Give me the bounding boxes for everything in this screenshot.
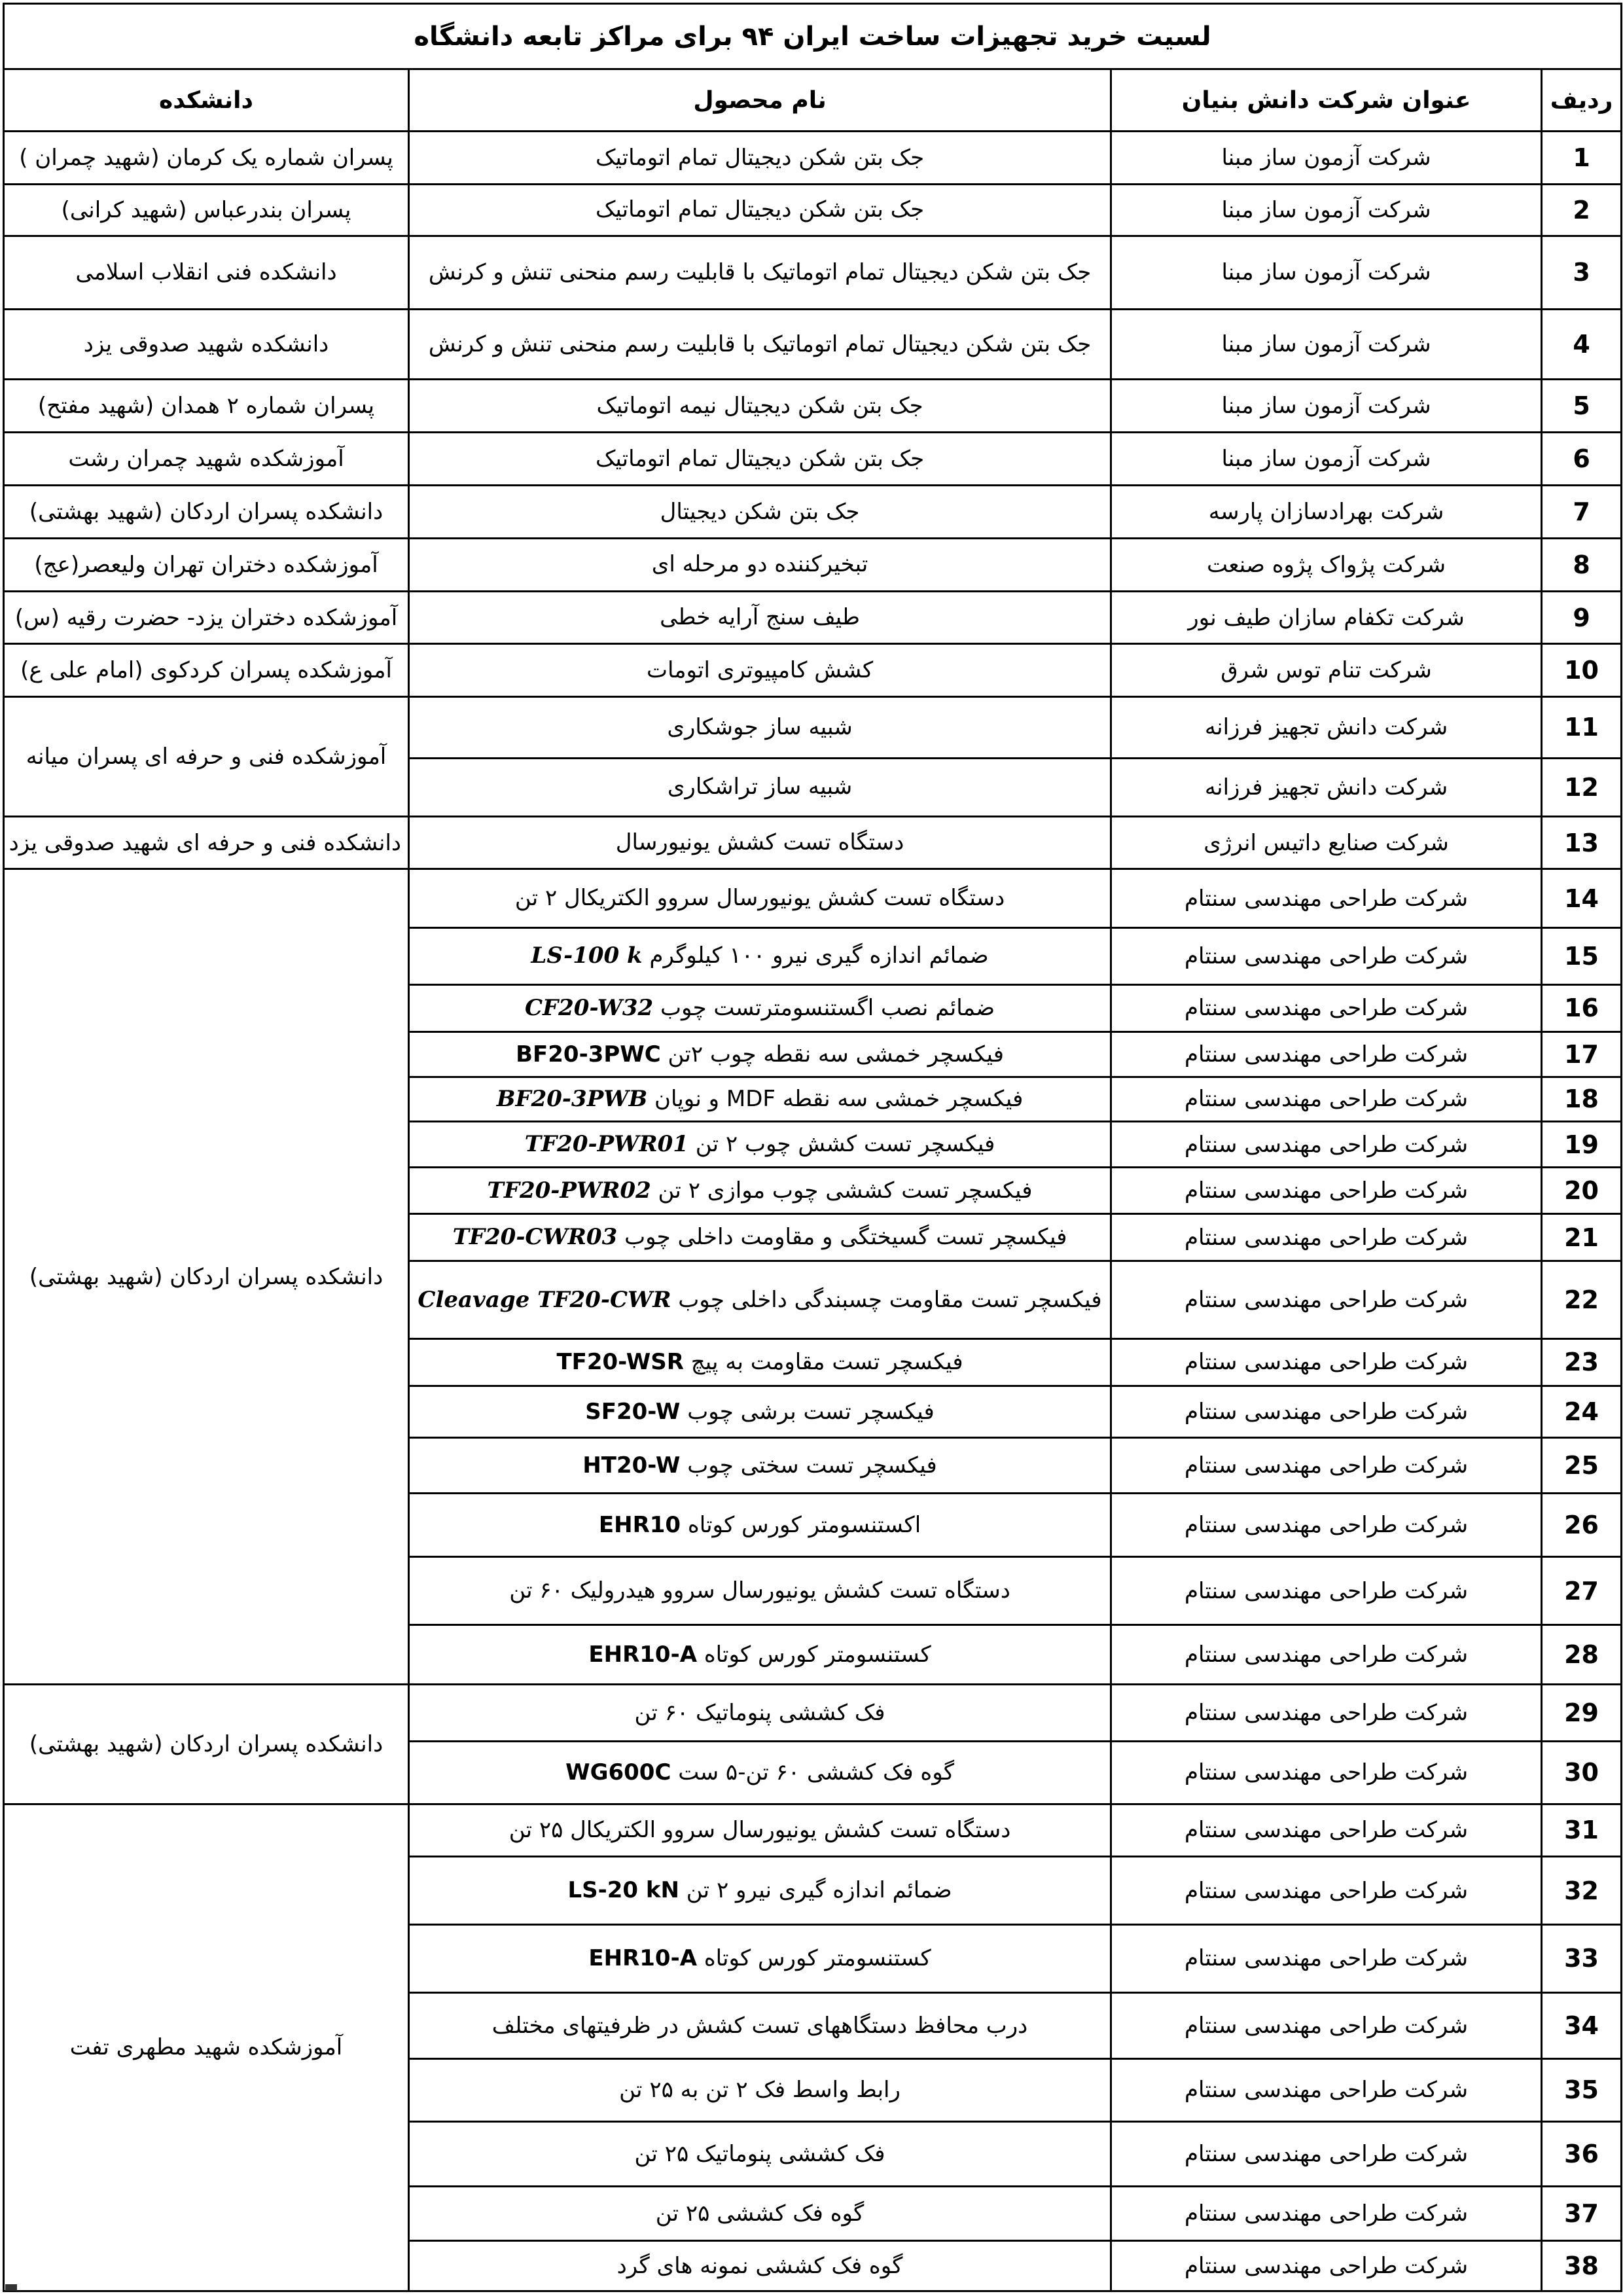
product-cell bbox=[409, 1168, 1111, 1213]
company-cell: شرکت طراحی مهندسی سنتام bbox=[1111, 1685, 1542, 1742]
row-number: 17 bbox=[1542, 1032, 1622, 1077]
company-cell: شرکت طراحی مهندسی سنتام bbox=[1111, 1493, 1542, 1556]
header-product: نام محصول bbox=[409, 69, 1111, 132]
equipment-table bbox=[3, 3, 1622, 2292]
faculty-cell: آموزشکده شهید چمران رشت bbox=[4, 433, 409, 486]
product-code: CF20-W32 bbox=[524, 995, 654, 1022]
product-name: ضمائم نصب اگستنسومترتست چوب bbox=[660, 995, 995, 1022]
product-code: BF20-3PWB bbox=[496, 1086, 648, 1113]
product-cell bbox=[409, 591, 1111, 644]
product-cell bbox=[409, 644, 1111, 697]
table-row bbox=[4, 1685, 1622, 1742]
product-cell bbox=[409, 2187, 1111, 2241]
row-number: 12 bbox=[1542, 758, 1622, 816]
product-cell bbox=[409, 1437, 1111, 1493]
product-cell bbox=[409, 984, 1111, 1032]
table-row bbox=[4, 132, 1622, 185]
company-cell: شرکت طراحی مهندسی سنتام bbox=[1111, 869, 1542, 927]
company-cell: شرکت طراحی مهندسی سنتام bbox=[1111, 1742, 1542, 1804]
table-row bbox=[4, 1804, 1622, 1857]
row-number: 13 bbox=[1542, 816, 1622, 869]
product-name: فک کششی پنوماتیک ۲۵ تن bbox=[634, 2140, 885, 2167]
company-cell: شرکت طراحی مهندسی سنتام bbox=[1111, 2121, 1542, 2186]
faculty-cell: پسران بندرعباس (شهید کرانی) bbox=[4, 184, 409, 236]
company-cell: شرکت طراحی مهندسی سنتام bbox=[1111, 984, 1542, 1032]
faculty-cell: دانشکده شهید صدوقی یزد bbox=[4, 309, 409, 380]
product-cell bbox=[409, 1213, 1111, 1261]
product-code: TF20-PWR01 bbox=[524, 1131, 688, 1158]
company-cell: شرکت طراحی مهندسی سنتام bbox=[1111, 2187, 1542, 2241]
row-number: 5 bbox=[1542, 380, 1622, 433]
company-cell: شرکت طراحی مهندسی سنتام bbox=[1111, 1261, 1542, 1338]
product-code: EHR10-A bbox=[588, 1641, 698, 1668]
row-number: 11 bbox=[1542, 697, 1622, 758]
faculty-cell: آموزشکده شهید مطهری تفت bbox=[4, 1804, 409, 2291]
corner-mark bbox=[5, 2284, 17, 2291]
product-cell bbox=[409, 380, 1111, 433]
row-number: 4 bbox=[1542, 309, 1622, 380]
product-name: جک بتن شکن دیجیتال تمام اتوماتیک با قابلیت رسم منحنی تنش و کرنش bbox=[428, 331, 1092, 357]
row-number: 7 bbox=[1542, 485, 1622, 538]
document-page bbox=[3, 3, 1620, 2292]
row-number: 2 bbox=[1542, 184, 1622, 236]
company-cell: شرکت آزمون ساز مبنا bbox=[1111, 236, 1542, 309]
row-number: 8 bbox=[1542, 538, 1622, 591]
row-number: 3 bbox=[1542, 236, 1622, 309]
faculty-cell: آموزشکده پسران کردکوی (امام علی ع) bbox=[4, 644, 409, 697]
company-cell: شرکت آزمون ساز مبنا bbox=[1111, 132, 1542, 185]
table-row bbox=[4, 816, 1622, 869]
faculty-cell: آموزشکده فنی و حرفه ای پسران میانه bbox=[4, 697, 409, 816]
product-name: دستگاه تست کشش یونیورسال سروو الکتریکال ۲۵ تن bbox=[508, 1817, 1011, 1844]
product-cell bbox=[409, 1742, 1111, 1804]
company-cell: شرکت طراحی مهندسی سنتام bbox=[1111, 2240, 1542, 2291]
row-number: 6 bbox=[1542, 433, 1622, 486]
product-name: فیکسچر تست کششی چوب موازی ۲ تن bbox=[658, 1177, 1033, 1204]
company-cell: شرکت طراحی مهندسی سنتام bbox=[1111, 1168, 1542, 1213]
company-cell: شرکت طراحی مهندسی سنتام bbox=[1111, 927, 1542, 984]
product-code: LS-20 kN bbox=[567, 1877, 679, 1904]
product-code: EHR10-A bbox=[588, 1945, 698, 1972]
product-name: ضمائم اندازه گیری نیرو ۱۰۰ کیلوگرم bbox=[649, 942, 989, 969]
product-name: جک بتن شکن دیجیتال تمام اتوماتیک با قابلیت رسم منحنی تنش و کرنش bbox=[428, 259, 1092, 285]
product-name: فیکسچر تست برشی چوب bbox=[687, 1398, 935, 1425]
product-name: جک بتن شکن دیجیتال تمام اتوماتیک bbox=[595, 144, 925, 171]
product-cell bbox=[409, 1857, 1111, 1925]
product-cell bbox=[409, 1077, 1111, 1121]
product-name: جک بتن شکن دیجیتال تمام اتوماتیک bbox=[595, 445, 925, 472]
table-row bbox=[4, 591, 1622, 644]
product-cell bbox=[409, 2059, 1111, 2121]
row-number: 15 bbox=[1542, 927, 1622, 984]
product-cell bbox=[409, 1386, 1111, 1438]
product-name: دستگاه تست کشش یونیورسال bbox=[615, 829, 904, 856]
company-cell: شرکت طراحی مهندسی سنتام bbox=[1111, 1624, 1542, 1684]
product-code: BF20-3PWC bbox=[516, 1041, 661, 1067]
company-cell: شرکت طراحی مهندسی سنتام bbox=[1111, 1992, 1542, 2059]
table-row bbox=[4, 309, 1622, 380]
row-number: 27 bbox=[1542, 1557, 1622, 1625]
company-cell: شرکت طراحی مهندسی سنتام bbox=[1111, 1338, 1542, 1386]
company-cell: شرکت آزمون ساز مبنا bbox=[1111, 380, 1542, 433]
company-cell: شرکت بهرادسازان پارسه bbox=[1111, 485, 1542, 538]
product-name: درب محافظ دستگاههای تست کشش در ظرفیتهای مختلف bbox=[491, 2012, 1028, 2039]
row-number: 29 bbox=[1542, 1685, 1622, 1742]
row-number: 14 bbox=[1542, 869, 1622, 927]
product-cell bbox=[409, 1685, 1111, 1742]
table-body bbox=[4, 132, 1622, 2291]
product-code: Cleavage TF20-CWR bbox=[418, 1286, 671, 1313]
product-name: ضمائم اندازه گیری نیرو ۲ تن bbox=[686, 1877, 952, 1904]
product-name: شبیه ساز جوشکاری bbox=[667, 714, 853, 741]
company-cell: شرکت تکفام سازان طیف نور bbox=[1111, 591, 1542, 644]
company-cell: شرکت طراحی مهندسی سنتام bbox=[1111, 1804, 1542, 1857]
company-cell: شرکت طراحی مهندسی سنتام bbox=[1111, 2059, 1542, 2121]
company-cell: شرکت طراحی مهندسی سنتام bbox=[1111, 1925, 1542, 1993]
product-cell bbox=[409, 538, 1111, 591]
row-number: 26 bbox=[1542, 1493, 1622, 1556]
product-cell bbox=[409, 236, 1111, 309]
faculty-cell: دانشکده فنی انقلاب اسلامی bbox=[4, 236, 409, 309]
product-name: فیکسچر خمشی سه نقطه MDF و نوپان bbox=[654, 1086, 1024, 1113]
company-cell: شرکت تنام توس شرق bbox=[1111, 644, 1542, 697]
faculty-cell: پسران شماره ۲ همدان (شهید مفتح) bbox=[4, 380, 409, 433]
table-row bbox=[4, 380, 1622, 433]
table-row bbox=[4, 433, 1622, 486]
product-name: فیکسچر تست سختی چوب bbox=[687, 1452, 937, 1479]
product-name: گوه فک کششی ۶۰ تن-۵ ست bbox=[678, 1759, 954, 1786]
row-number: 23 bbox=[1542, 1338, 1622, 1386]
product-cell bbox=[409, 1493, 1111, 1556]
table-row bbox=[4, 184, 1622, 236]
product-name: جک بتن شکن دیجیتال تمام اتوماتیک bbox=[595, 196, 925, 223]
table-row bbox=[4, 697, 1622, 758]
table-row bbox=[4, 236, 1622, 309]
row-number: 24 bbox=[1542, 1386, 1622, 1438]
table-title: لسیت خرید تجهیزات ساخت ایران ۹۴ برای مراکز تابعه دانشگاه bbox=[4, 4, 1622, 69]
faculty-cell: آموزشکده دختران تهران ولیعصر(عج) bbox=[4, 538, 409, 591]
row-number: 9 bbox=[1542, 591, 1622, 644]
faculty-cell: پسران شماره یک کرمان (شهید چمران ) bbox=[4, 132, 409, 185]
faculty-cell: دانشکده فنی و حرفه ای شهید صدوقی یزد bbox=[4, 816, 409, 869]
row-number: 22 bbox=[1542, 1261, 1622, 1338]
product-cell bbox=[409, 1992, 1111, 2059]
product-code: TF20-PWR02 bbox=[487, 1177, 651, 1204]
company-cell: شرکت دانش تجهیز فرزانه bbox=[1111, 697, 1542, 758]
product-code: HT20-W bbox=[582, 1452, 681, 1479]
row-number: 18 bbox=[1542, 1077, 1622, 1121]
table-row bbox=[4, 485, 1622, 538]
product-name: کشش کامپیوتری اتومات bbox=[646, 657, 874, 684]
product-cell bbox=[409, 1338, 1111, 1386]
header-company: عنوان شرکت دانش بنیان bbox=[1111, 69, 1542, 132]
product-name: گوه فک کششی ۲۵ تن bbox=[655, 2200, 865, 2227]
product-name: دستگاه تست کشش یونیورسال سروو الکتریکال ۲ تن bbox=[514, 885, 1005, 912]
row-number: 36 bbox=[1542, 2121, 1622, 2186]
product-name: دستگاه تست کشش یونیورسال سروو هیدرولیک ۶۰ تن bbox=[509, 1577, 1010, 1604]
company-cell: شرکت طراحی مهندسی سنتام bbox=[1111, 1857, 1542, 1925]
row-number: 19 bbox=[1542, 1121, 1622, 1167]
product-cell bbox=[409, 1032, 1111, 1077]
product-name: فیکسچر تست مقاومت چسبندگی داخلی چوب bbox=[678, 1286, 1102, 1313]
company-cell: شرکت طراحی مهندسی سنتام bbox=[1111, 1121, 1542, 1167]
company-cell: شرکت طراحی مهندسی سنتام bbox=[1111, 1077, 1542, 1121]
faculty-cell: دانشکده پسران اردکان (شهید بهشتی) bbox=[4, 1685, 409, 1804]
product-cell bbox=[409, 1804, 1111, 1857]
product-name: کستنسومتر کورس کوتاه bbox=[704, 1945, 931, 1972]
faculty-cell: دانشکده پسران اردکان (شهید بهشتی) bbox=[4, 869, 409, 1685]
product-name: فیکسچر تست کشش چوب ۲ تن bbox=[695, 1131, 995, 1158]
product-name: جک بتن شکن دیجیتال نیمه اتوماتیک bbox=[596, 392, 923, 419]
product-name: طیف سنج آرایه خطی bbox=[660, 604, 860, 631]
product-name: جک بتن شکن دیجیتال bbox=[660, 498, 860, 525]
product-code: TF20-WSR bbox=[556, 1349, 684, 1376]
company-cell: شرکت صنایع داتیس انرژی bbox=[1111, 816, 1542, 869]
row-number: 20 bbox=[1542, 1168, 1622, 1213]
product-cell bbox=[409, 2240, 1111, 2291]
row-number: 28 bbox=[1542, 1624, 1622, 1684]
product-cell bbox=[409, 1121, 1111, 1167]
table-row bbox=[4, 538, 1622, 591]
product-name: فیکسچر تست گسیختگی و مقاومت داخلی چوب bbox=[624, 1224, 1067, 1251]
row-number: 25 bbox=[1542, 1437, 1622, 1493]
product-cell bbox=[409, 184, 1111, 236]
product-name: کستنسومتر کورس کوتاه bbox=[704, 1641, 931, 1668]
product-name: شبیه ساز تراشکاری bbox=[667, 774, 853, 800]
product-cell bbox=[409, 1261, 1111, 1338]
product-code: LS-100 k bbox=[531, 942, 643, 969]
company-cell: شرکت طراحی مهندسی سنتام bbox=[1111, 1386, 1542, 1438]
company-cell: شرکت آزمون ساز مبنا bbox=[1111, 309, 1542, 380]
product-code: SF20-W bbox=[585, 1398, 681, 1425]
product-cell bbox=[409, 433, 1111, 486]
product-code: EHR10 bbox=[598, 1511, 681, 1538]
row-number: 30 bbox=[1542, 1742, 1622, 1804]
product-cell bbox=[409, 1624, 1111, 1684]
table-row bbox=[4, 644, 1622, 697]
company-cell: شرکت آزمون ساز مبنا bbox=[1111, 433, 1542, 486]
row-number: 38 bbox=[1542, 2240, 1622, 2291]
row-number: 21 bbox=[1542, 1213, 1622, 1261]
product-cell bbox=[409, 2121, 1111, 2186]
product-name: رابط واسط فک ۲ تن به ۲۵ تن bbox=[619, 2077, 901, 2104]
product-cell bbox=[409, 816, 1111, 869]
product-cell bbox=[409, 1925, 1111, 1993]
company-cell: شرکت دانش تجهیز فرزانه bbox=[1111, 758, 1542, 816]
company-cell: شرکت طراحی مهندسی سنتام bbox=[1111, 1437, 1542, 1493]
row-number: 10 bbox=[1542, 644, 1622, 697]
product-name: گوه فک کششی نمونه های گرد bbox=[616, 2252, 903, 2279]
product-name: فیکسچر تست مقاومت به پیچ bbox=[690, 1349, 963, 1376]
product-name: فیکسچر خمشی سه نقطه چوب ۲تن bbox=[668, 1041, 1004, 1067]
product-code: TF20-CWR03 bbox=[452, 1224, 618, 1251]
table-row bbox=[4, 869, 1622, 927]
product-name: فک کششی پنوماتیک ۶۰ تن bbox=[634, 1699, 885, 1726]
company-cell: شرکت پژواک پژوه صنعت bbox=[1111, 538, 1542, 591]
row-number: 37 bbox=[1542, 2187, 1622, 2241]
row-number: 35 bbox=[1542, 2059, 1622, 2121]
faculty-cell: آموزشکده دختران یزد- حضرت رقیه (س) bbox=[4, 591, 409, 644]
product-cell bbox=[409, 1557, 1111, 1625]
product-cell bbox=[409, 132, 1111, 185]
product-cell bbox=[409, 309, 1111, 380]
row-number: 1 bbox=[1542, 132, 1622, 185]
product-cell bbox=[409, 485, 1111, 538]
header-faculty: دانشکده bbox=[4, 69, 409, 132]
product-cell bbox=[409, 697, 1111, 758]
product-cell bbox=[409, 927, 1111, 984]
product-name: اکستنسومتر کورس کوتاه bbox=[687, 1511, 921, 1538]
company-cell: شرکت طراحی مهندسی سنتام bbox=[1111, 1557, 1542, 1625]
product-cell bbox=[409, 869, 1111, 927]
row-number: 16 bbox=[1542, 984, 1622, 1032]
faculty-cell: دانشکده پسران اردکان (شهید بهشتی) bbox=[4, 485, 409, 538]
header-row-number: ردیف bbox=[1542, 69, 1622, 132]
company-cell: شرکت آزمون ساز مبنا bbox=[1111, 184, 1542, 236]
row-number: 32 bbox=[1542, 1857, 1622, 1925]
company-cell: شرکت طراحی مهندسی سنتام bbox=[1111, 1213, 1542, 1261]
row-number: 31 bbox=[1542, 1804, 1622, 1857]
row-number: 34 bbox=[1542, 1992, 1622, 2059]
company-cell: شرکت طراحی مهندسی سنتام bbox=[1111, 1032, 1542, 1077]
product-name: تبخیرکننده دو مرحله ای bbox=[651, 551, 868, 578]
product-code: WG600C bbox=[565, 1759, 671, 1786]
row-number: 33 bbox=[1542, 1925, 1622, 1993]
product-cell bbox=[409, 758, 1111, 816]
